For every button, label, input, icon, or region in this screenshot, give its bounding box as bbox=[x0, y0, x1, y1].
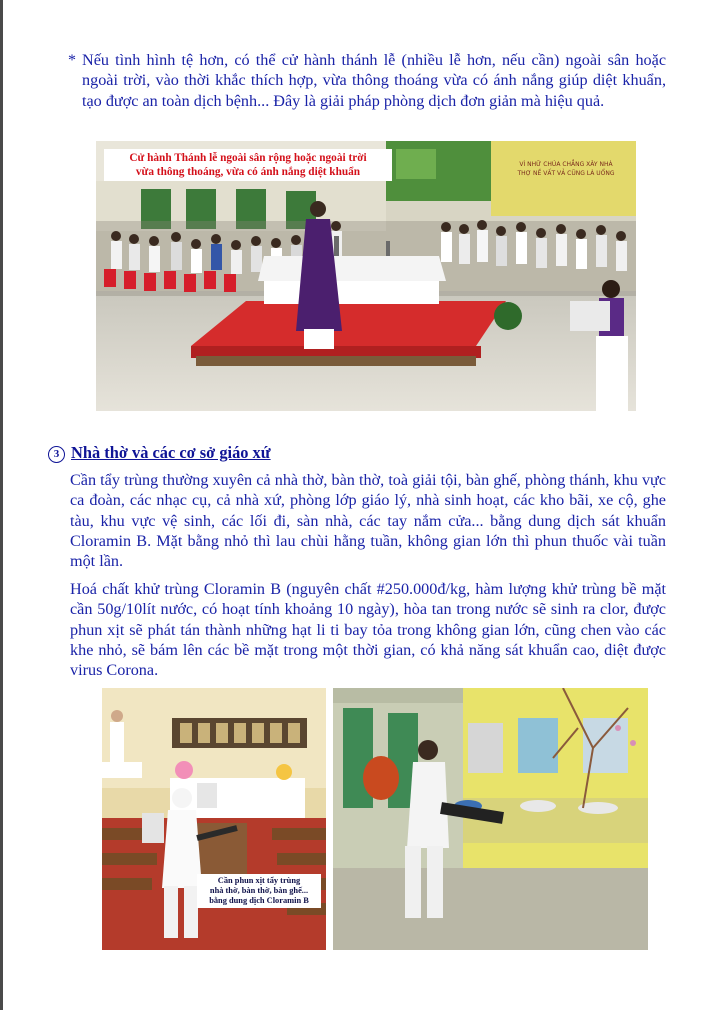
svg-text:VÌ NHỮ CHÚA CHẲNG XÂY NHÀ: VÌ NHỮ CHÚA CHẲNG XÂY NHÀ bbox=[519, 161, 613, 168]
spraying-caption: Cần phun xịt tẩy trùng nhà thờ, bàn thờ, bàn ghế... bằng dung dịch Cloramin B bbox=[197, 874, 321, 908]
cloramin-paragraph: Hoá chất khử trùng Cloramin B (nguyên chất #250.000đ/kg, hàm lượng khử trùng bề mặt cần 50g/10lít nước, có hoạt tính khoảng 10 ngày), hòa tan trong nước sẽ sinh ra clor, được phun xịt sẽ phát tán thành những hạt li ti bay tỏa trong không gian lớn, cũng chen vào các khe nhỏ, sẽ bám lên các bề mặt trong một thời gian, có khả năng sát khuẩn cao, diệt được virus Corona. bbox=[70, 580, 666, 680]
outdoor-mass-caption: Cử hành Thánh lễ ngoài sân rộng hoặc ngoài trời vừa thông thoáng, vừa có ánh nắng diệt khuẩn bbox=[104, 149, 392, 181]
circled-number-3: 3 bbox=[48, 446, 65, 463]
disinfection-paragraph: Cần tẩy trùng thường xuyên cả nhà thờ, bàn thờ, toà giải tội, bàn ghế, phòng thánh, khu vực ca đoàn, các nhạc cụ, cả nhà xứ, phòng lớp giáo lý, nhà sinh hoạt, các kho bãi, xe cộ, ghe tàu, khu vực vệ sinh, các lối đi, sàn nhà, các tay nắm cửa... bằng dung dịch sát khuẩn Cloramin B. Mặt bằng nhỏ thì lau chùi hằng tuần, không gian lớn thì phun thuốc vài tuần một lần. bbox=[70, 471, 666, 571]
outdoor-spraying-photo bbox=[333, 688, 648, 950]
section-heading-church-facilities: 3 Nhà thờ và các cơ sở giáo xứ bbox=[48, 443, 271, 463]
outdoor-mass-photo bbox=[96, 141, 636, 411]
bullet-star: * bbox=[68, 52, 76, 69]
page-left-border bbox=[0, 0, 3, 1010]
svg-text:THỢ NỀ VẤT VẢ CŨNG LÀ UỔNG: THỢ NỀ VẤT VẢ CŨNG LÀ UỔNG bbox=[517, 170, 615, 177]
church-spraying-photo bbox=[102, 688, 326, 950]
outdoor-mass-paragraph: Nếu tình hình tệ hơn, có thể cử hành thánh lễ (nhiều lễ hơn, nếu cần) ngoài sân hoặc ngoài trời, vào thời khắc thích hợp, vừa thông thoáng vừa có ánh nắng giúp diệt khuẩn, tạo được an toàn dịch bệnh... Đây là giải pháp phòng dịch đơn giản mà hiệu quả. bbox=[82, 51, 666, 110]
